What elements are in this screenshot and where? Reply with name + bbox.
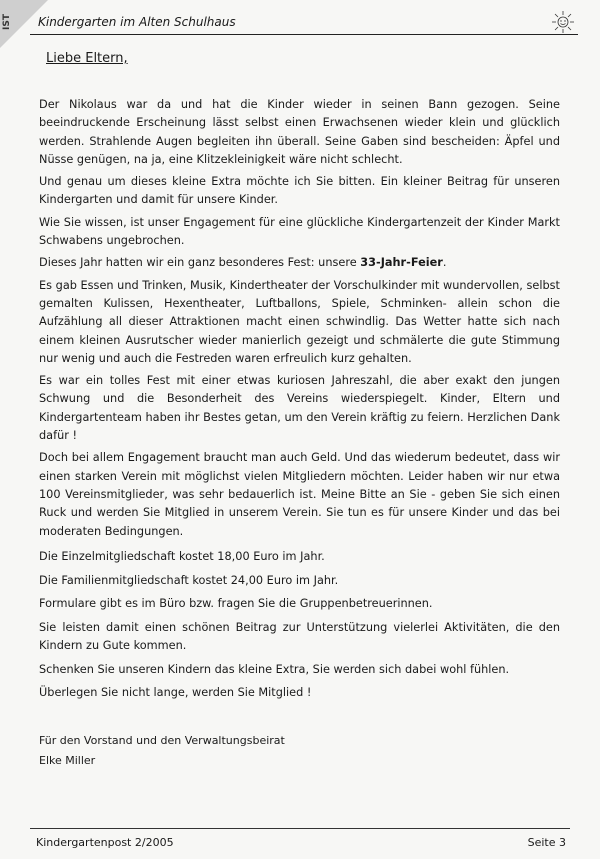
paragraph: Es war ein tolles Fest mit einer etwas kuriosen Jahreszahl, die aber exakt den jungen Schwung und die Besonderheit des Vereins wiederspiegelt. Kinder, Eltern und Kindergartenteam haben ihr Bestes getan, um den Verein kräftig zu feiern. Herzlichen Dank dafür ! — [39, 374, 560, 443]
fest-suffix: . — [442, 256, 447, 270]
info-line: Überlegen Sie nicht lange, werden Sie Mitglied ! — [39, 686, 312, 699]
info-line: Die Familienmitgliedschaft kostet 24,00 Euro im Jahr. — [39, 573, 339, 587]
fest-highlight: 33-Jahr-Feier — [360, 256, 443, 270]
info-line: Formulare gibt es im Büro bzw. fragen Sie die Gruppenbetreuerinnen. — [39, 597, 433, 610]
page-header — [30, 8, 578, 35]
signature: Elke Miller — [39, 754, 96, 767]
paragraph: Es gab Essen und Trinken, Musik, Kindertheater der Vorschulkinder mit wundervollen, selbst gemalten Kulissen, Hexentheater, Luftballons, Spiele, Schminken- allein schon die Aufzählung all dieser Attraktionen macht einen schwindlig. Das Wetter hatte sich nach einem kleinen Ausrutscher wieder manierlich gezeigt und schmälerte die gute Stimmung nur wenig und auch die Festreden waren erfreulich kurz gehalten. — [39, 278, 560, 365]
page-number: Seite 3 — [527, 836, 566, 849]
fest-paragraph — [39, 254, 560, 272]
paragraph: Und genau um dieses kleine Extra möchte ich Sie bitten. Ein kleiner Beitrag für unseren Kindergarten und damit für unsere Kinder. — [39, 175, 560, 207]
sun-logo-icon — [548, 10, 578, 34]
paragraph: Doch bei allem Engagement braucht man auch Geld. Und das wiederum bedeutet, dass wir einen starken Verein mit möglichst vielen Mitgliedern möchten. Leider haben wir nur etwa 100 Vereinsmitglieder, was sehr bedauerlich ist. Meine Bitte an Sie - geben Sie sich einen Ruck und werden Sie Mitglied in unserem Verein. Sie tun es für unsere Kinder und das bei moderaten Bedingungen. — [39, 451, 560, 538]
membership-info — [39, 548, 560, 708]
header-title: Kindergarten im Alten Schulhaus — [38, 15, 236, 29]
info-line: Sie leisten damit einen schönen Beitrag zur Unterstützung vielerlei Aktivitäten, die den Kindern zu Gute kommen. — [39, 620, 560, 652]
letter-body — [39, 96, 560, 541]
paragraph: Der Nikolaus war da und hat die Kinder wieder in seinen Bann gezogen. Seine beeindruckende Erscheinung lässt selbst einen Erwachsenen wieder klein und glücklich werden. Strahlende Augen begleiten ihn überall. Seine Gaben sind bescheiden: Äpfel und Nüsse genügen, na ja, eine Klitzekleinigkeit wäre nicht schlecht. — [39, 98, 560, 166]
closing — [39, 731, 285, 771]
footer-publication: Kindergartenpost 2/2005 — [36, 836, 174, 849]
info-line: Schenken Sie unseren Kindern das kleine Extra, Sie werden sich dabei wohl fühlen. — [39, 662, 510, 676]
info-line: Die Einzelmitgliedschaft kostet 18,00 Euro im Jahr. — [39, 550, 325, 563]
greeting: Liebe Eltern, — [46, 51, 128, 66]
corner-tag: IST — [2, 14, 12, 30]
paragraph: Wie Sie wissen, ist unser Engagement für eine glückliche Kindergartenzeit der Kinder Markt Schwabens ungebrochen. — [39, 215, 560, 248]
page-footer — [30, 828, 570, 851]
closing-line: Für den Vorstand und den Verwaltungsbeirat — [39, 734, 285, 747]
fest-prefix: Dieses Jahr hatten wir ein ganz besonderes Fest: unsere — [39, 256, 361, 270]
